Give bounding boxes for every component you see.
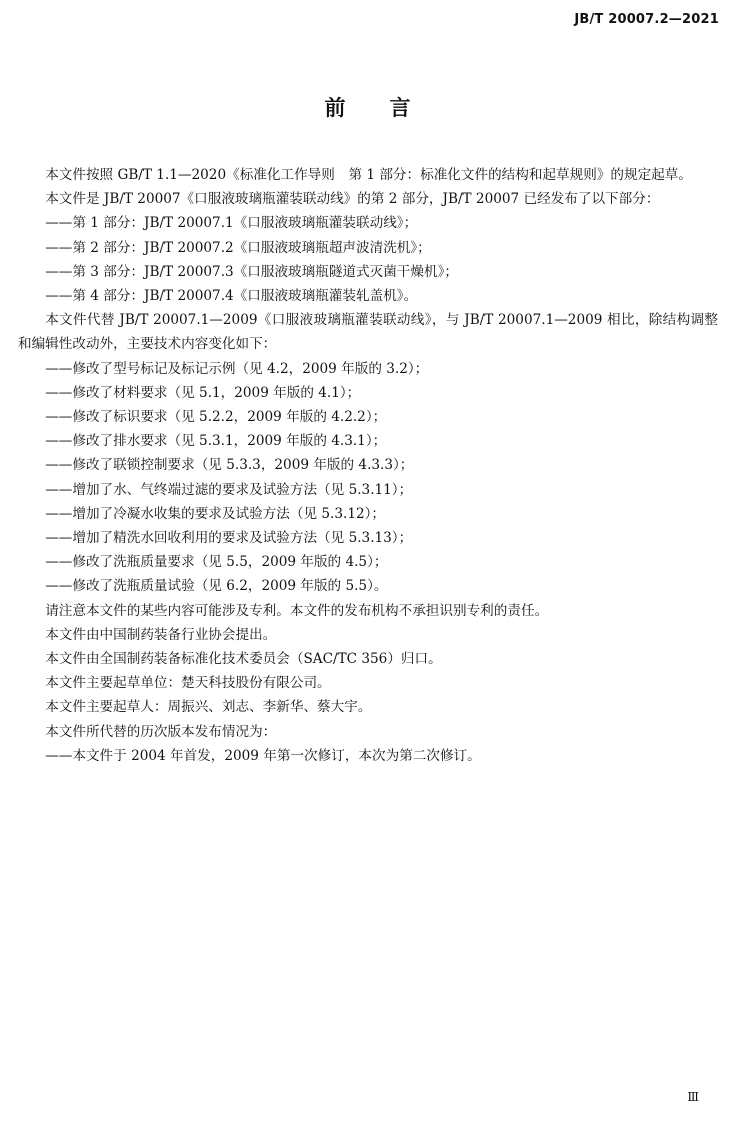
paragraph-drafting-rules: 本文件按照 GB/T 1.1—2020《标准化工作导则 第 1 部分：标准化文件的结构和起草规则》的规定起草。: [45, 167, 692, 183]
list-item-change: ——修改了洗瓶质量试验（见 6.2，2009 年版的 5.5）。: [45, 578, 388, 595]
list-item-part: ——第 3 部分：JB/T 20007.3《口服液玻璃瓶隧道式灭菌干燥机》；: [45, 263, 458, 280]
standard-number: JB/T 20007.2—2021: [574, 12, 719, 27]
list-item-part: ——第 2 部分：JB/T 20007.2《口服液玻璃瓶超声波清洗机》；: [45, 239, 431, 256]
page-number: Ⅲ: [687, 1090, 699, 1104]
list-item-change: ——修改了排水要求（见 5.3.1，2009 年版的 4.3.1）；: [45, 433, 387, 450]
list-item-change: ——修改了洗瓶质量要求（见 5.5，2009 年版的 4.5）；: [45, 554, 388, 571]
paragraph-series-intro: 本文件是 JB/T 20007《口服液玻璃瓶灌装联动线》的第 2 部分，JB/T 20007 已经发布了以下部分：: [45, 191, 660, 208]
list-item-change: ——修改了联锁控制要求（见 5.3.3，2009 年版的 4.3.3）；: [45, 457, 414, 474]
paragraph-replaces: 本文件代替 JB/T 20007.1—2009《口服液玻璃瓶灌装联动线》，与 JB/T 20007.1—2009 相比，除结构调整和编辑性改动外，主要技术内容变化如下：: [18, 312, 718, 353]
list-item-part: ——第 1 部分：JB/T 20007.1《口服液玻璃瓶灌装联动线》；: [45, 215, 418, 232]
list-item-change: ——增加了精洗水回收利用的要求及试验方法（见 5.3.13）；: [45, 530, 413, 547]
list-item-part: ——第 4 部分：JB/T 20007.4《口服液玻璃瓶灌装轧盖机》。: [45, 288, 418, 305]
paragraph-drafters: 本文件主要起草人：周振兴、刘志、李新华、蔡大宇。: [45, 699, 372, 716]
paragraph-drafting-organization: 本文件主要起草单位：楚天科技股份有限公司。: [45, 675, 331, 692]
page-title: 前言: [324, 96, 455, 120]
list-item-history: ——本文件于 2004 年首发，2009 年第一次修订，本次为第二次修订。: [45, 747, 481, 764]
document-body: [18, 163, 718, 768]
paragraph-committee: 本文件由全国制药装备标准化技术委员会（SAC/TC 356）归口。: [45, 651, 442, 668]
list-item-change: ——增加了冷凝水收集的要求及试验方法（见 5.3.12）；: [45, 505, 386, 522]
paragraph-patent-notice: 请注意本文件的某些内容可能涉及专利。本文件的发布机构不承担识别专利的责任。: [45, 602, 549, 619]
list-item-change: ——修改了材料要求（见 5.1，2009 年版的 4.1）；: [45, 384, 361, 401]
list-item-change: ——增加了水、气终端过滤的要求及试验方法（见 5.3.11）；: [45, 481, 413, 498]
list-item-change: ——修改了标识要求（见 5.2.2，2009 年版的 4.2.2）；: [45, 409, 387, 426]
paragraph-proposer: 本文件由中国制药装备行业协会提出。: [45, 626, 277, 643]
list-item-change: ——修改了型号标记及标记示例（见 4.2，2009 年版的 3.2）；: [45, 360, 429, 377]
paragraph-history-intro: 本文件所代替的历次版本发布情况为：: [45, 723, 277, 740]
